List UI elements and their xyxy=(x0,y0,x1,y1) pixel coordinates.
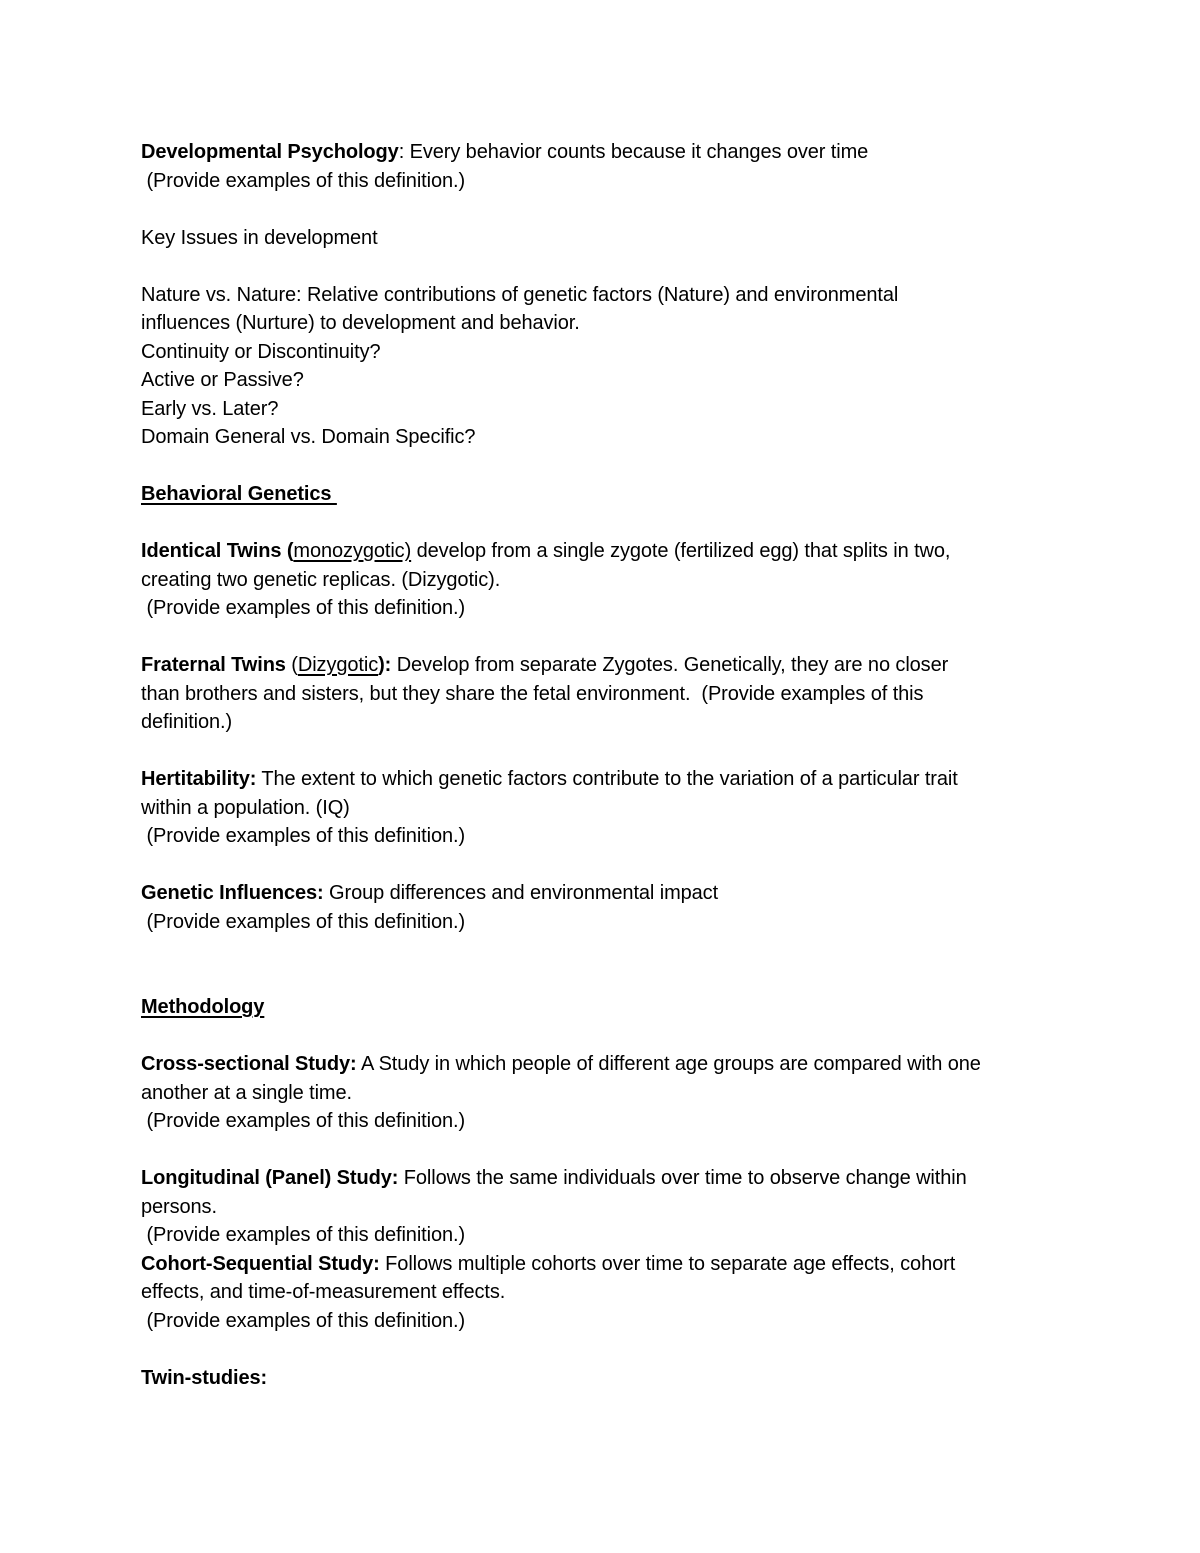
longitudinal-line-2: persons. xyxy=(141,1195,217,1218)
fraternal-twins-term: Fraternal Twins xyxy=(141,654,286,676)
cohort-sequential-text: Follows multiple cohorts over time to separate age effects, cohort xyxy=(379,1252,956,1275)
heritability-examples: (Provide examples of this definition.) xyxy=(141,825,466,847)
longitudinal-text: Follows the same individuals over time to observe change within xyxy=(398,1167,967,1189)
fraternal-twins-line-3: definition.) xyxy=(141,711,233,733)
cross-sectional-line-2: another at a single time. xyxy=(141,1081,352,1104)
cross-sectional-term: Cross-sectional Study: xyxy=(141,1053,357,1075)
nature-line-2: influences (Nurture) to development and behavior. xyxy=(141,312,580,334)
key-issue-item: Active or Passive? xyxy=(141,369,304,391)
dev-psych-definition xyxy=(141,138,1071,167)
cross-sectional-definition xyxy=(141,1050,1071,1079)
cohort-sequential-definition xyxy=(141,1250,1071,1279)
cross-sectional-examples: (Provide examples of this definition.) xyxy=(141,1110,466,1132)
key-issues-heading: Key Issues in development xyxy=(141,226,378,249)
key-issue-item: Domain General vs. Domain Specific? xyxy=(141,426,476,448)
identical-twins-term: Identical Twins ( xyxy=(141,540,294,562)
twin-studies-term: Twin-studies: xyxy=(141,1366,268,1389)
cohort-sequential-examples: (Provide examples of this definition.) xyxy=(141,1309,466,1332)
dizygotic-underlined: Dizygotic xyxy=(297,654,379,676)
behavioral-genetics-heading: Behavioral Genetics xyxy=(141,483,337,505)
cohort-sequential-term: Cohort-Sequential Study: xyxy=(141,1252,380,1275)
key-issue-item: Early vs. Later? xyxy=(141,397,279,420)
document-body xyxy=(141,138,1071,1392)
methodology-heading: Methodology xyxy=(141,996,265,1018)
dev-psych-term: Developmental Psychology xyxy=(141,141,399,163)
heritability-term: Hertitability: xyxy=(141,768,257,790)
identical-twins-text: develop from a single zygote (fertilized egg) that splits in two, xyxy=(411,540,951,562)
identical-twins-line-2: creating two genetic replicas. (Dizygotic). xyxy=(141,568,501,591)
heritability-line-2: within a population. (IQ) xyxy=(141,796,350,819)
genetic-influences-definition xyxy=(141,879,1071,908)
longitudinal-definition xyxy=(141,1164,1071,1193)
longitudinal-term: Longitudinal (Panel) Study: xyxy=(141,1167,399,1189)
key-issue-item: Continuity or Discontinuity? xyxy=(141,340,381,363)
genetic-influences-term: Genetic Influences: xyxy=(141,882,324,904)
longitudinal-examples: (Provide examples of this definition.) xyxy=(141,1224,466,1246)
identical-twins-definition xyxy=(141,537,1071,566)
fraternal-twins-line-2: than brothers and sisters, but they share the fetal environment. (Provide examples of this xyxy=(141,682,924,705)
fraternal-twins-text: Develop from separate Zygotes. Genetically, they are no closer xyxy=(391,654,949,676)
heritability-definition xyxy=(141,765,1071,794)
genetic-influences-text: Group differences and environmental impact xyxy=(323,882,719,904)
fraternal-twins-definition xyxy=(141,651,1071,680)
monozygotic-underlined: monozygotic) xyxy=(293,540,412,562)
dev-psych-examples: (Provide examples of this definition.) xyxy=(141,169,466,192)
genetic-influences-examples: (Provide examples of this definition.) xyxy=(141,910,466,933)
identical-twins-examples: (Provide examples of this definition.) xyxy=(141,597,466,619)
fraternal-paren-close: ): xyxy=(378,654,392,676)
nature-line-1: Nature vs. Nature: Relative contributions of genetic factors (Nature) and environmental xyxy=(141,283,899,306)
fraternal-paren-open: ( xyxy=(285,654,298,676)
cross-sectional-text: A Study in which people of different age groups are compared with one xyxy=(356,1053,981,1075)
heritability-text: The extent to which genetic factors contribute to the variation of a particular trait xyxy=(256,768,958,790)
cohort-sequential-line-2: effects, and time-of-measurement effects. xyxy=(141,1281,506,1303)
dev-psych-text: : Every behavior counts because it changes over time xyxy=(398,141,869,163)
